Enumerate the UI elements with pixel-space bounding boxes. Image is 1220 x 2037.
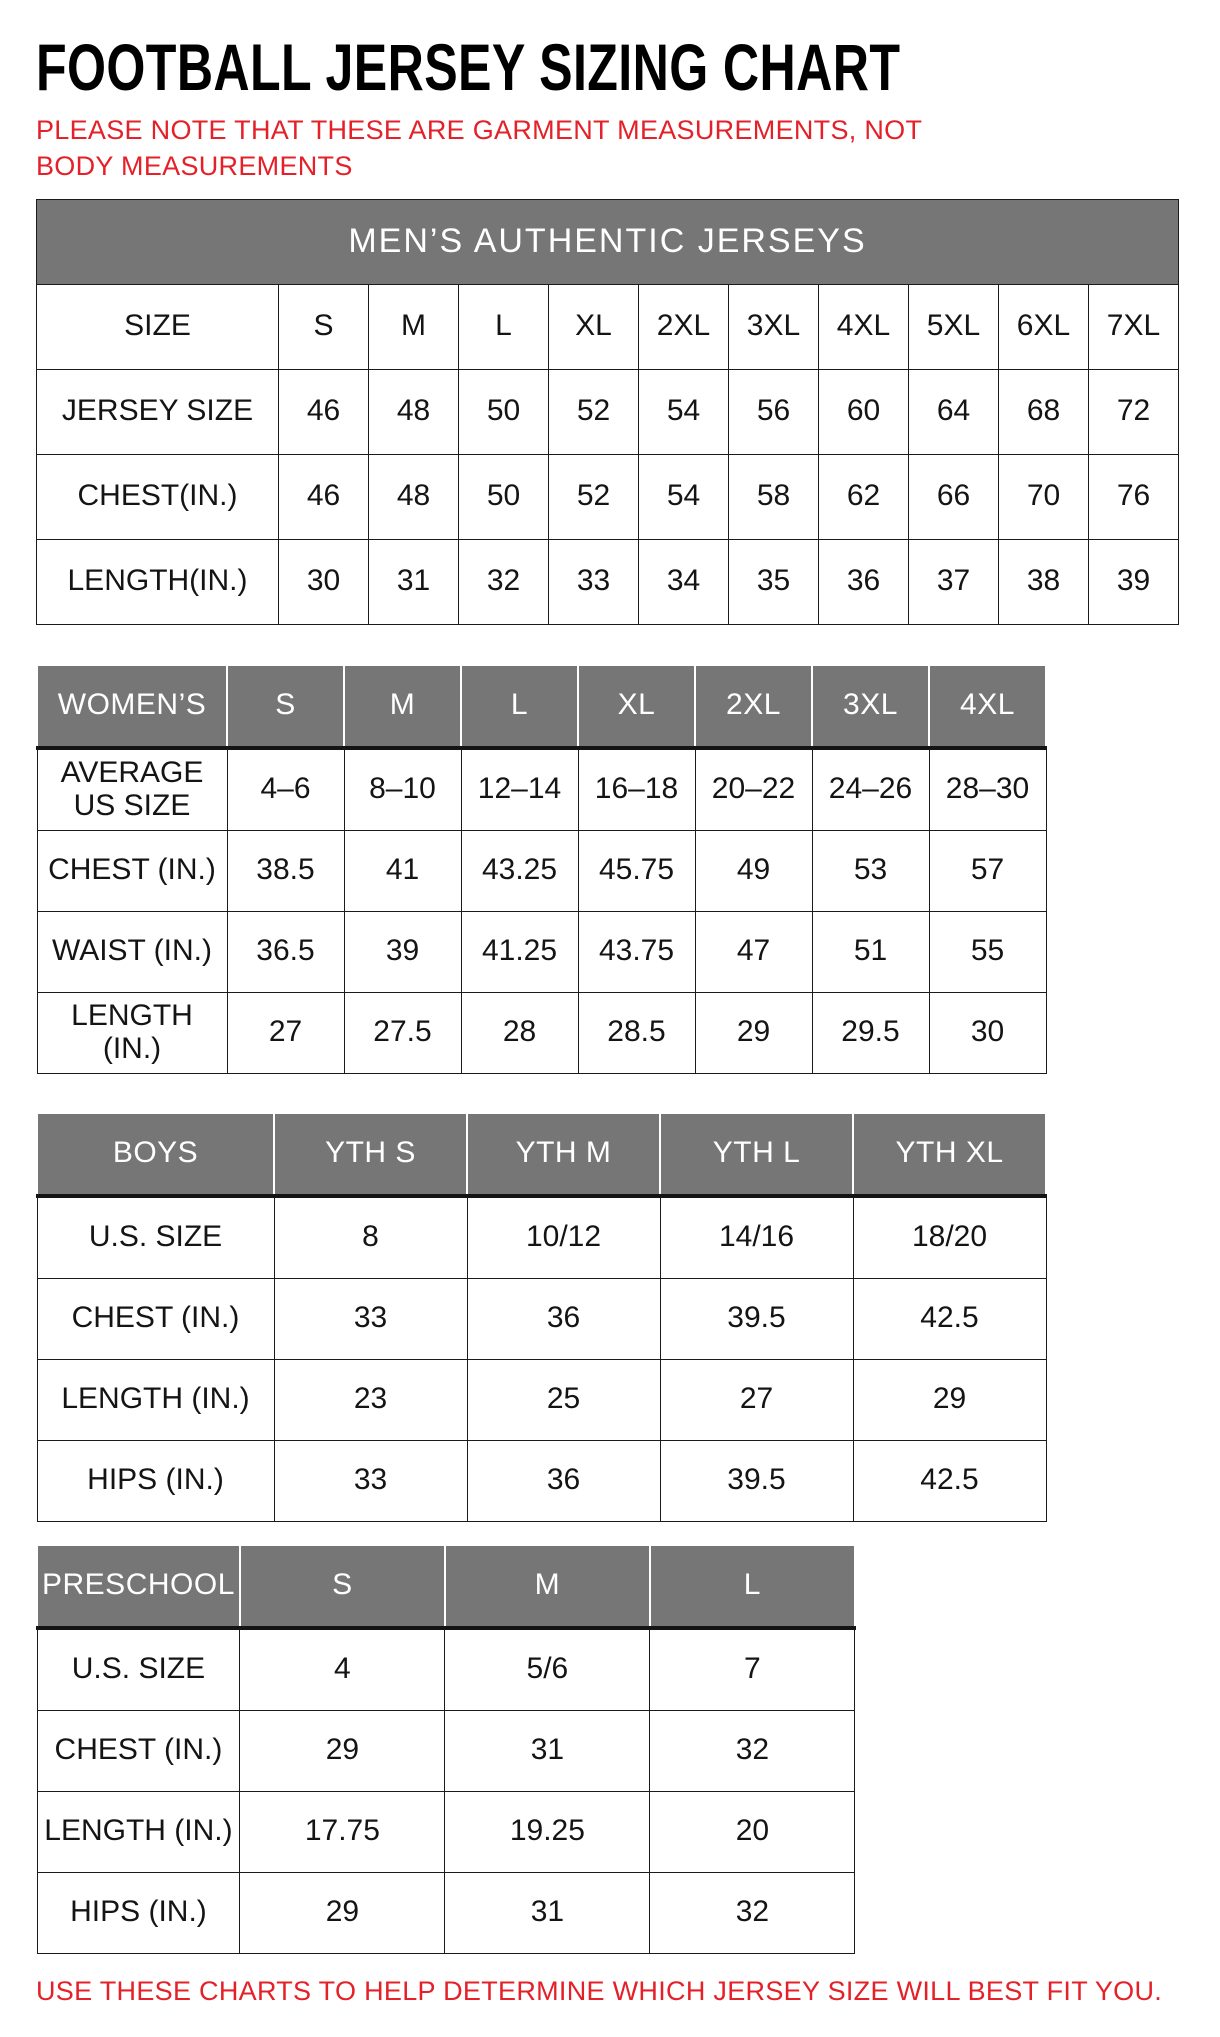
- table-row: [37, 748, 1046, 831]
- table-cell: YTH S: [274, 1113, 467, 1196]
- table-cell: 32: [459, 539, 549, 624]
- table-cell: 30: [929, 992, 1046, 1073]
- table-cell: 8: [274, 1196, 467, 1279]
- table-cell: 2XL: [695, 665, 812, 748]
- table-row: [37, 1359, 1046, 1440]
- table-cell: 5XL: [909, 284, 999, 369]
- table-row: [37, 1791, 855, 1872]
- mens-size-header-row: [37, 284, 1179, 369]
- row-label: U.S. SIZE: [37, 1628, 240, 1711]
- table-cell: 55: [929, 911, 1046, 992]
- table-cell: 36: [467, 1278, 660, 1359]
- table-cell: M: [344, 665, 461, 748]
- table-cell: 72: [1089, 369, 1179, 454]
- table-cell: 8–10: [344, 748, 461, 831]
- table-cell: 39: [344, 911, 461, 992]
- table-cell: 3XL: [729, 284, 819, 369]
- table-cell: 45.75: [578, 830, 695, 911]
- mens-table-title: MEN’S AUTHENTIC JERSEYS: [37, 199, 1179, 284]
- row-label: HIPS (IN.): [37, 1440, 274, 1521]
- table-cell: 34: [639, 539, 729, 624]
- table-cell: 20: [650, 1791, 855, 1872]
- table-cell: 50: [459, 454, 549, 539]
- table-cell: L: [650, 1545, 855, 1628]
- row-label: LENGTH (IN.): [37, 992, 227, 1073]
- table-cell: 20–22: [695, 748, 812, 831]
- womens-sizing-table: [36, 664, 1047, 1074]
- table-cell: 53: [812, 830, 929, 911]
- table-cell: 28–30: [929, 748, 1046, 831]
- table-cell: 28: [461, 992, 578, 1073]
- row-label: LENGTH (IN.): [37, 1359, 274, 1440]
- table-cell: 12–14: [461, 748, 578, 831]
- page-title: FOOTBALL JERSEY SIZING CHART: [36, 30, 901, 104]
- table-cell: 46: [279, 369, 369, 454]
- table-row: [37, 1872, 855, 1953]
- boys-sizing-table: [36, 1112, 1047, 1522]
- table-cell: L: [461, 665, 578, 748]
- table-cell: S: [240, 1545, 445, 1628]
- table-cell: 36: [819, 539, 909, 624]
- boys-table-title: BOYS: [37, 1113, 274, 1196]
- table-cell: 24–26: [812, 748, 929, 831]
- table-cell: 35: [729, 539, 819, 624]
- table-cell: 54: [639, 369, 729, 454]
- table-cell: 4: [240, 1628, 445, 1711]
- table-row: [37, 539, 1179, 624]
- table-cell: 31: [445, 1872, 650, 1953]
- table-cell: 29: [853, 1359, 1046, 1440]
- table-cell: 3XL: [812, 665, 929, 748]
- table-cell: 18/20: [853, 1196, 1046, 1279]
- table-cell: 10/12: [467, 1196, 660, 1279]
- garment-measurements-note: PLEASE NOTE THAT THESE ARE GARMENT MEASUREMENTS, NOT BODY MEASUREMENTS: [36, 114, 922, 181]
- table-cell: 54: [639, 454, 729, 539]
- table-cell: 39: [1089, 539, 1179, 624]
- table-cell: M: [445, 1545, 650, 1628]
- table-cell: 52: [549, 454, 639, 539]
- table-row: [37, 1710, 855, 1791]
- table-cell: 32: [650, 1710, 855, 1791]
- table-cell: 38.5: [227, 830, 344, 911]
- table-cell: 46: [279, 454, 369, 539]
- table-cell: 37: [909, 539, 999, 624]
- table-cell: 33: [549, 539, 639, 624]
- table-cell: 31: [445, 1710, 650, 1791]
- row-label: WAIST (IN.): [37, 911, 227, 992]
- table-row: [37, 830, 1046, 911]
- table-cell: 60: [819, 369, 909, 454]
- table-cell: 17.75: [240, 1791, 445, 1872]
- table-cell: 23: [274, 1359, 467, 1440]
- table-cell: 66: [909, 454, 999, 539]
- table-row: [37, 911, 1046, 992]
- table-cell: 27: [660, 1359, 853, 1440]
- table-cell: 4XL: [929, 665, 1046, 748]
- table-cell: 48: [369, 369, 459, 454]
- row-label: AVERAGE US SIZE: [37, 748, 227, 831]
- row-label: JERSEY SIZE: [37, 369, 279, 454]
- table-cell: 43.75: [578, 911, 695, 992]
- table-cell: 16–18: [578, 748, 695, 831]
- table-cell: 41.25: [461, 911, 578, 992]
- table-cell: 58: [729, 454, 819, 539]
- table-cell: 27.5: [344, 992, 461, 1073]
- table-cell: 39.5: [660, 1278, 853, 1359]
- row-label: U.S. SIZE: [37, 1196, 274, 1279]
- table-cell: 76: [1089, 454, 1179, 539]
- table-cell: 4–6: [227, 748, 344, 831]
- boys-header-row: [37, 1113, 1046, 1196]
- preschool-sizing-table: [36, 1544, 856, 1954]
- table-cell: 64: [909, 369, 999, 454]
- mens-sizing-table: [36, 199, 1179, 625]
- table-cell: 49: [695, 830, 812, 911]
- preschool-header-row: [37, 1545, 855, 1628]
- table-cell: 31: [369, 539, 459, 624]
- table-cell: 25: [467, 1359, 660, 1440]
- table-cell: 47: [695, 911, 812, 992]
- mens-banner-row: [37, 199, 1179, 284]
- table-cell: 42.5: [853, 1278, 1046, 1359]
- table-cell: 33: [274, 1440, 467, 1521]
- table-cell: YTH XL: [853, 1113, 1046, 1196]
- table-cell: 38: [999, 539, 1089, 624]
- row-label: SIZE: [37, 284, 279, 369]
- table-cell: 52: [549, 369, 639, 454]
- table-cell: S: [227, 665, 344, 748]
- footer-note: USE THESE CHARTS TO HELP DETERMINE WHICH JERSEY SIZE WILL BEST FIT YOU.: [36, 1975, 1163, 2006]
- table-cell: 5/6: [445, 1628, 650, 1711]
- table-cell: 7: [650, 1628, 855, 1711]
- table-row: [37, 1440, 1046, 1521]
- table-cell: L: [459, 284, 549, 369]
- row-label: CHEST (IN.): [37, 1710, 240, 1791]
- table-cell: 51: [812, 911, 929, 992]
- table-cell: 68: [999, 369, 1089, 454]
- table-cell: 62: [819, 454, 909, 539]
- table-cell: 2XL: [639, 284, 729, 369]
- table-cell: 48: [369, 454, 459, 539]
- table-cell: 43.25: [461, 830, 578, 911]
- table-cell: 42.5: [853, 1440, 1046, 1521]
- table-row: [37, 1196, 1046, 1279]
- table-cell: 29: [240, 1872, 445, 1953]
- row-label: LENGTH(IN.): [37, 539, 279, 624]
- table-cell: XL: [578, 665, 695, 748]
- table-cell: 7XL: [1089, 284, 1179, 369]
- table-cell: YTH M: [467, 1113, 660, 1196]
- preschool-table-title: PRESCHOOL: [37, 1545, 240, 1628]
- table-cell: 33: [274, 1278, 467, 1359]
- table-cell: 32: [650, 1872, 855, 1953]
- table-cell: 29: [695, 992, 812, 1073]
- table-row: [37, 1278, 1046, 1359]
- row-label: CHEST (IN.): [37, 830, 227, 911]
- table-cell: 29.5: [812, 992, 929, 1073]
- table-cell: M: [369, 284, 459, 369]
- table-cell: 14/16: [660, 1196, 853, 1279]
- table-cell: 28.5: [578, 992, 695, 1073]
- table-cell: 41: [344, 830, 461, 911]
- table-cell: 30: [279, 539, 369, 624]
- table-cell: 29: [240, 1710, 445, 1791]
- table-row: [37, 992, 1046, 1073]
- table-cell: 36.5: [227, 911, 344, 992]
- table-row: [37, 369, 1179, 454]
- table-cell: 39.5: [660, 1440, 853, 1521]
- womens-header-row: [37, 665, 1046, 748]
- table-row: [37, 454, 1179, 539]
- table-cell: 4XL: [819, 284, 909, 369]
- row-label: CHEST (IN.): [37, 1278, 274, 1359]
- table-cell: 50: [459, 369, 549, 454]
- table-cell: 70: [999, 454, 1089, 539]
- table-cell: 27: [227, 992, 344, 1073]
- table-cell: S: [279, 284, 369, 369]
- row-label: CHEST(IN.): [37, 454, 279, 539]
- table-cell: 56: [729, 369, 819, 454]
- table-row: [37, 1628, 855, 1711]
- table-cell: XL: [549, 284, 639, 369]
- table-cell: 36: [467, 1440, 660, 1521]
- table-cell: 6XL: [999, 284, 1089, 369]
- row-label: LENGTH (IN.): [37, 1791, 240, 1872]
- table-cell: 19.25: [445, 1791, 650, 1872]
- table-cell: YTH L: [660, 1113, 853, 1196]
- womens-table-title: WOMEN’S: [37, 665, 227, 748]
- table-cell: 57: [929, 830, 1046, 911]
- row-label: HIPS (IN.): [37, 1872, 240, 1953]
